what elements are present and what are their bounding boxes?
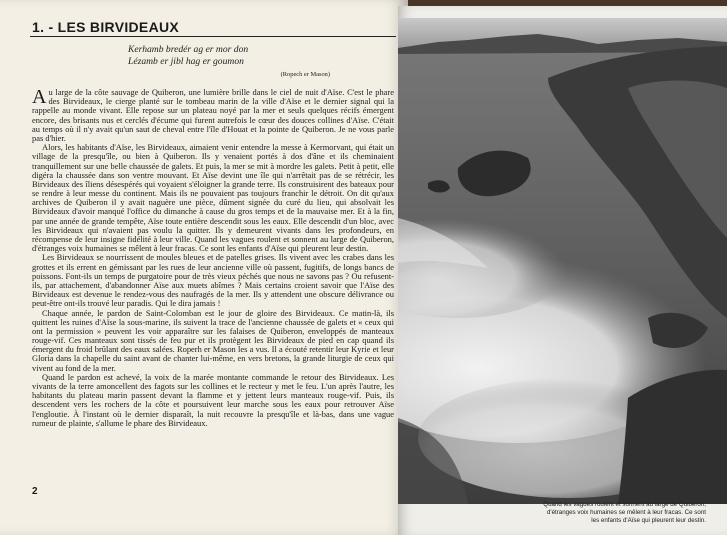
paragraph-text: Les Birvideaux se nourrissent de moules bleues et de patelles grises. Ils vivent avec les crabes dans les grottes et ils errent en gémissant par les rues de leur ancienne ville où passent, fugitifs, de longs bancs de poissons. Font-ils un temps de purgatoire pour de très vieux péchés que nous ne savons pas ? Ou refusent-ils, par attachement, d'abandonner Aïse aux muets abîmes ? Mais certains croient savoir que l'Aïse des Birvideaux est devenue le rendez-vous des naufragés de la mer. Ils y attendent une obscure délivrance ou peut-être ont-ils trouvé leur paradis. Qui le dira jamais ! [32, 252, 394, 309]
paragraph-text: Alors, les habitants d'Aïse, les Birvideaux, aimaient venir entendre la messe à Kermorvant, qui était un village de la presqu'île, ou bien à Quiberon. Ils y venaient portés à dos d'âne et ils cheminaient tranquillement sur une belle chaussée de galets. Et puis, la mer se mit à mordre les galets. Petit à petit, elle digéra la chaussée dans son ventre mouvant. Et Aïse devint une île qui n'arrêtait pas de se rétrécir, les Birvideaux des îliens désespérés qui voyaient s'éloigner la grande terre. Ils construisirent des bateaux pour se rendre à leur messe du continent. Mais ils ne pouvaient pas toujours franchir le détroit. On dit qu'aux archives de Quiberon il y avait naguère une pièce, dûment signée du curé du lieu, qui absolvait les Birvideaux d'avoir manqué l'office du dimanche à cause du gros temps et de la mauvaise mer. Et à la fin, par une année de grande tempête, Aïse toute entière descendit sous les eaux. Elle descendit d'un bloc, avec les Birvideaux qui n'avaient pas voulu la quitter. Ils y demeurent vivants dans les profondeurs, en récompense de leur insigne fidélité à leur ville. Quand les vagues roulent et sonnent au large de Quiberon, d'étranges voix humaines se mêlent à leur fracas. Ce sont les enfants d'Aïse qui pleurent leur destin. [32, 142, 394, 254]
paragraph [32, 88, 394, 143]
paragraph-text: u large de la côte sauvage de Quiberon, une lumière brille dans le ciel de nuit d'Aïse. C'est le phare des Birvideaux, le cierge planté sur le tombeau marin de la ville d'Aïse et le dernier signal qui la rappelle au monde vivant. Elle repose sur un plateau noyé par la mer et seuls quelques récifs émergent encore, des brisants nus et cerclés d'écume qui furent autrefois le cœur des douces collines d'Aïse. C'était au temps où il n'y avait qu'un saut de cheval entre l'île d'Houat et la pointe de Quiberon. Je ne vous parle pas d'hier. [32, 88, 394, 143]
photo-caption [418, 501, 706, 526]
caption-line: d'étranges voix humaines se mêlent à leur fracas. Ce sont [546, 509, 706, 517]
epigraph-line: Lézamb er jibl hag er goumon [128, 55, 244, 67]
caption-line: Quand les vagues roulent et sonnent au large de Quiberon, [543, 501, 706, 508]
body-text [32, 88, 394, 484]
epigraph [128, 44, 388, 80]
paragraph [32, 373, 394, 428]
title-rule [30, 36, 396, 37]
epigraph-attribution: (Ropech er Mason) [280, 70, 330, 78]
page-number: 2 [32, 486, 38, 497]
paragraph [32, 309, 394, 373]
right-page [398, 6, 727, 535]
paragraph [32, 143, 394, 253]
caption-line: les enfants d'Aïse qui pleurent leur destin. [591, 517, 706, 525]
coastal-photo [398, 18, 727, 504]
paragraph [32, 253, 394, 308]
paragraph-text: Chaque année, le pardon de Saint-Colomban est le jour de gloire des Birvideaux. Ce matin-là, ils quittent les ruines d'Aïse la sous-marine, ils suivent la trace de l'ancienne chaussée de galets et « ceux qui ont la permission » peuvent les voir apparaître sur les falaises de Quiberon, enveloppés de manteaux rouge-vif. Ces manteaux sont tissés de feu pur et ils protègent les Birvideaux de pied en cap quand ils émergent du froid brûlant des eaux salées. Roperh er Mason les a vus. Il a écouté retentir leur Kyrie et leur Gloria dans la chapelle du saint avant de chanter lui-même, en vers bretons, la grande liturgie de ceux qui vivent au fond de la mer. [32, 307, 394, 373]
coast-photo-illustration [398, 18, 727, 504]
epigraph-line: Kerhamb bredér ag er mor don [128, 44, 249, 55]
chapter-title: 1. - LES BIRVIDEAUX [32, 19, 180, 35]
paragraph-text: Quand le pardon est achevé, la voix de la marée montante commande le retour des Birvideaux. Les vivants de la terre amoncellent des fagots sur les collines et le recteur y met le feu. L'un après l'autre, les habitants du plateau marin passent devant la flamme et y jettent leurs manteaux rouge-vif. Puis, ils descendent vers les rochers de la côte et poursuivent leur marche sous les eaux pour retrouver Aïse l'engloutie. À l'instant où le dernier disparaît, la nuit recouvre la presqu'île et là-bas, dans une vague rumeur de plainte, s'allume le phare des Birvideaux. [32, 371, 394, 428]
drop-cap: A [32, 88, 47, 108]
